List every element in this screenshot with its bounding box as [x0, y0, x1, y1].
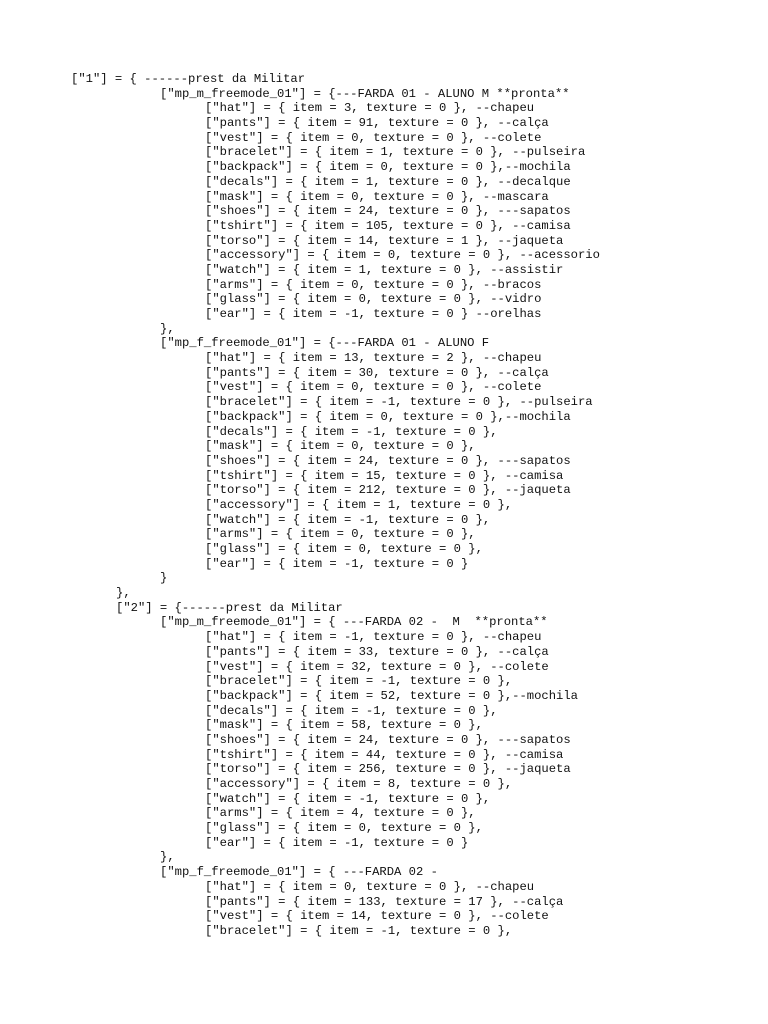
code-line: ["mask"] = { item = 58, texture = 0 },: [205, 718, 483, 733]
code-line: ["pants"] = { item = 30, texture = 0 }, --calça: [205, 365, 549, 380]
code-line: ["glass"] = { item = 0, texture = 0 },: [205, 542, 483, 556]
code-line: ["tshirt"] = { item = 44, texture = 0 }, --camisa: [205, 747, 564, 762]
code-line: ["glass"] = { item = 0, texture = 0 },: [205, 821, 483, 836]
code-line: ["vest"] = { item = 14, texture = 0 }, --colete: [205, 909, 549, 924]
code-line: ["mask"] = { item = 0, texture = 0 },: [205, 439, 476, 454]
code-line: ["watch"] = { item = 1, texture = 0 }, --assistir: [205, 262, 564, 277]
code-line: ["accessory"] = { item = 1, texture = 0 },: [205, 497, 513, 512]
code-line: ["1"] = { ------prest da Militar: [71, 72, 306, 86]
code-line: ["ear"] = { item = -1, texture = 0 } --orelhas: [205, 307, 542, 321]
code-line: ["tshirt"] = { item = 15, texture = 0 }, --camisa: [205, 468, 564, 483]
code-line: ["backpack"] = { item = 0, texture = 0 },--mochila: [205, 160, 571, 175]
code-line: ["backpack"] = { item = 52, texture = 0 },--mochila: [205, 688, 578, 703]
code-line: },: [116, 586, 131, 601]
code-line: ["glass"] = { item = 0, texture = 0 }, --vidro: [205, 292, 542, 307]
code-line: ["bracelet"] = { item = -1, texture = 0 }, --pulseira: [205, 395, 593, 410]
code-line: ["pants"] = { item = 133, texture = 17 }, --calça: [205, 894, 564, 909]
code-line: },: [160, 321, 175, 336]
code-line: }: [160, 571, 168, 586]
code-line: ["hat"] = { item = 13, texture = 2 }, --chapeu: [205, 351, 542, 366]
code-line: ["vest"] = { item = 0, texture = 0 }, --colete: [205, 380, 542, 395]
code-line: ["bracelet"] = { item = 1, texture = 0 }, --pulseira: [205, 145, 586, 160]
code-line: ["torso"] = { item = 14, texture = 1 }, --jaqueta: [205, 233, 564, 248]
code-line: ["mp_m_freemode_01"] = {---FARDA 01 - ALUNO M **pronta**: [160, 86, 570, 101]
code-line: ["torso"] = { item = 256, texture = 0 }, --jaqueta: [205, 762, 571, 777]
code-line: ["2"] = {------prest da Militar: [116, 600, 343, 615]
code-line: ["ear"] = { item = -1, texture = 0 }: [205, 556, 469, 571]
code-line: ["shoes"] = { item = 24, texture = 0 }, ---sapatos: [205, 453, 571, 468]
code-line: ["mp_f_freemode_01"] = { ---FARDA 02 -: [160, 865, 438, 880]
code-line: ["pants"] = { item = 91, texture = 0 }, --calça: [205, 116, 549, 131]
code-line: ["shoes"] = { item = 24, texture = 0 }, ---sapatos: [205, 204, 571, 219]
code-line: ["ear"] = { item = -1, texture = 0 }: [205, 835, 469, 850]
code-listing: [71, 72, 600, 939]
code-line: ["watch"] = { item = -1, texture = 0 },: [205, 512, 491, 527]
code-line: ["arms"] = { item = 0, texture = 0 }, --bracos: [205, 277, 542, 292]
code-line: ["hat"] = { item = -1, texture = 0 }, --chapeu: [205, 630, 542, 645]
code-line: ["mp_m_freemode_01"] = { ---FARDA 02 - M **pronta**: [160, 615, 548, 630]
code-line: ["watch"] = { item = -1, texture = 0 },: [205, 791, 491, 806]
code-line: ["pants"] = { item = 33, texture = 0 }, --calça: [205, 644, 549, 659]
code-line: ["accessory"] = { item = 0, texture = 0 }, --acessorio: [205, 248, 600, 263]
code-line: ["backpack"] = { item = 0, texture = 0 },--mochila: [205, 409, 571, 424]
code-line: ["tshirt"] = { item = 105, texture = 0 }, --camisa: [205, 218, 571, 233]
code-line: ["arms"] = { item = 4, texture = 0 },: [205, 806, 476, 821]
code-line: ["bracelet"] = { item = -1, texture = 0 },: [205, 923, 513, 938]
code-line: ["vest"] = { item = 0, texture = 0 }, --colete: [205, 130, 542, 145]
code-line: ["mask"] = { item = 0, texture = 0 }, --mascara: [205, 189, 549, 204]
code-line: ["bracelet"] = { item = -1, texture = 0 },: [205, 674, 513, 689]
code-line: ["shoes"] = { item = 24, texture = 0 }, ---sapatos: [205, 732, 571, 747]
code-line: ["torso"] = { item = 212, texture = 0 }, --jaqueta: [205, 483, 571, 498]
code-line: ["decals"] = { item = -1, texture = 0 },: [205, 424, 498, 439]
code-line: ["decals"] = { item = 1, texture = 0 }, --decalque: [205, 174, 571, 189]
code-line: ["accessory"] = { item = 8, texture = 0 },: [205, 777, 513, 791]
code-line: },: [160, 850, 175, 865]
code-line: ["decals"] = { item = -1, texture = 0 },: [205, 703, 498, 718]
code-line: ["arms"] = { item = 0, texture = 0 },: [205, 527, 476, 542]
code-line: ["hat"] = { item = 0, texture = 0 }, --chapeu: [205, 879, 535, 894]
code-line: ["mp_f_freemode_01"] = {---FARDA 01 - ALUNO F: [160, 336, 490, 351]
code-line: ["hat"] = { item = 3, texture = 0 }, --chapeu: [205, 101, 535, 116]
code-line: ["vest"] = { item = 32, texture = 0 }, --colete: [205, 659, 549, 674]
